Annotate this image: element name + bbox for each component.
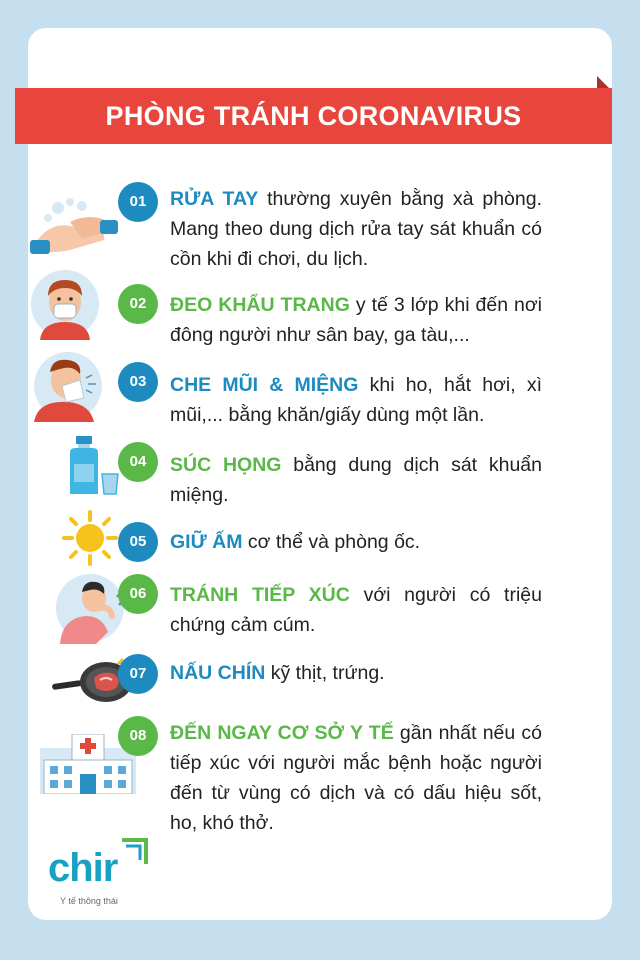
- sun-icon: [62, 510, 118, 571]
- tip-text: [170, 718, 542, 838]
- brand-logo-text: chir: [48, 846, 118, 890]
- tip-keyword: GIỮ ẤM: [170, 531, 243, 553]
- step-badge: 02: [118, 284, 158, 324]
- tip-keyword: ĐEO KHẨU TRANG: [170, 294, 350, 316]
- tip-keyword: NẤU CHÍN: [170, 662, 266, 684]
- mouthwash-icon: [66, 436, 122, 501]
- step-badge: 01: [118, 182, 158, 222]
- tip-description: cơ thể và phòng ốc.: [242, 531, 421, 553]
- tip-keyword: TRÁNH TIẾP XÚC: [170, 584, 350, 606]
- tip-description: y tế 3 lớp khi đến nơi đông người như sân bay, ga tàu,...: [170, 294, 542, 346]
- tip-text: [170, 184, 542, 274]
- sneeze-tissue-icon: [30, 350, 110, 427]
- tip-text: [170, 290, 542, 350]
- tip-keyword: RỬA TAY: [170, 188, 259, 210]
- tip-text: [170, 580, 542, 640]
- tip-description: bằng dung dịch sát khuẩn miệng.: [170, 454, 543, 506]
- tip-text: [170, 370, 542, 430]
- step-badge: 05: [118, 522, 158, 562]
- tip-keyword: CHE MŨI & MIỆNG: [170, 374, 359, 396]
- tip-description: gần nhất nếu có tiếp xúc với người mắc bệnh hoặc người đến từ vùng có dịch và có dấu hiệu sốt, ho, khó thở.: [170, 722, 542, 834]
- tip-text: [170, 527, 542, 557]
- step-badge: 08: [118, 716, 158, 756]
- brand-tagline: Y tế thông thái: [60, 896, 118, 906]
- page-title: PHÒNG TRÁNH CORONAVIRUS: [105, 101, 522, 131]
- tip-description: khi ho, hắt hơi, xì mũi,... bằng khăn/giấy dùng một lần.: [170, 374, 542, 426]
- step-badge: 07: [118, 654, 158, 694]
- tip-text: [170, 450, 542, 510]
- banner-fold: [597, 76, 609, 88]
- tip-keyword: ĐẾN NGAY CƠ SỞ Y TẾ: [170, 722, 394, 744]
- tip-description: kỹ thịt, trứng.: [265, 662, 385, 684]
- step-badge: 04: [118, 442, 158, 482]
- tip-keyword: SÚC HỌNG: [170, 454, 282, 476]
- hand-washing-icon: [30, 192, 122, 267]
- step-badge: 03: [118, 362, 158, 402]
- tip-text: [170, 658, 542, 688]
- tip-description: thường xuyên bằng xà phòng. Mang theo dung dịch rửa tay sát khuẩn có cồn khi đi chơi, du lịch.: [170, 188, 542, 270]
- face-mask-icon: [30, 268, 100, 345]
- tip-description: với người có triệu chứng cảm cúm.: [170, 584, 542, 636]
- step-badge: 06: [118, 574, 158, 614]
